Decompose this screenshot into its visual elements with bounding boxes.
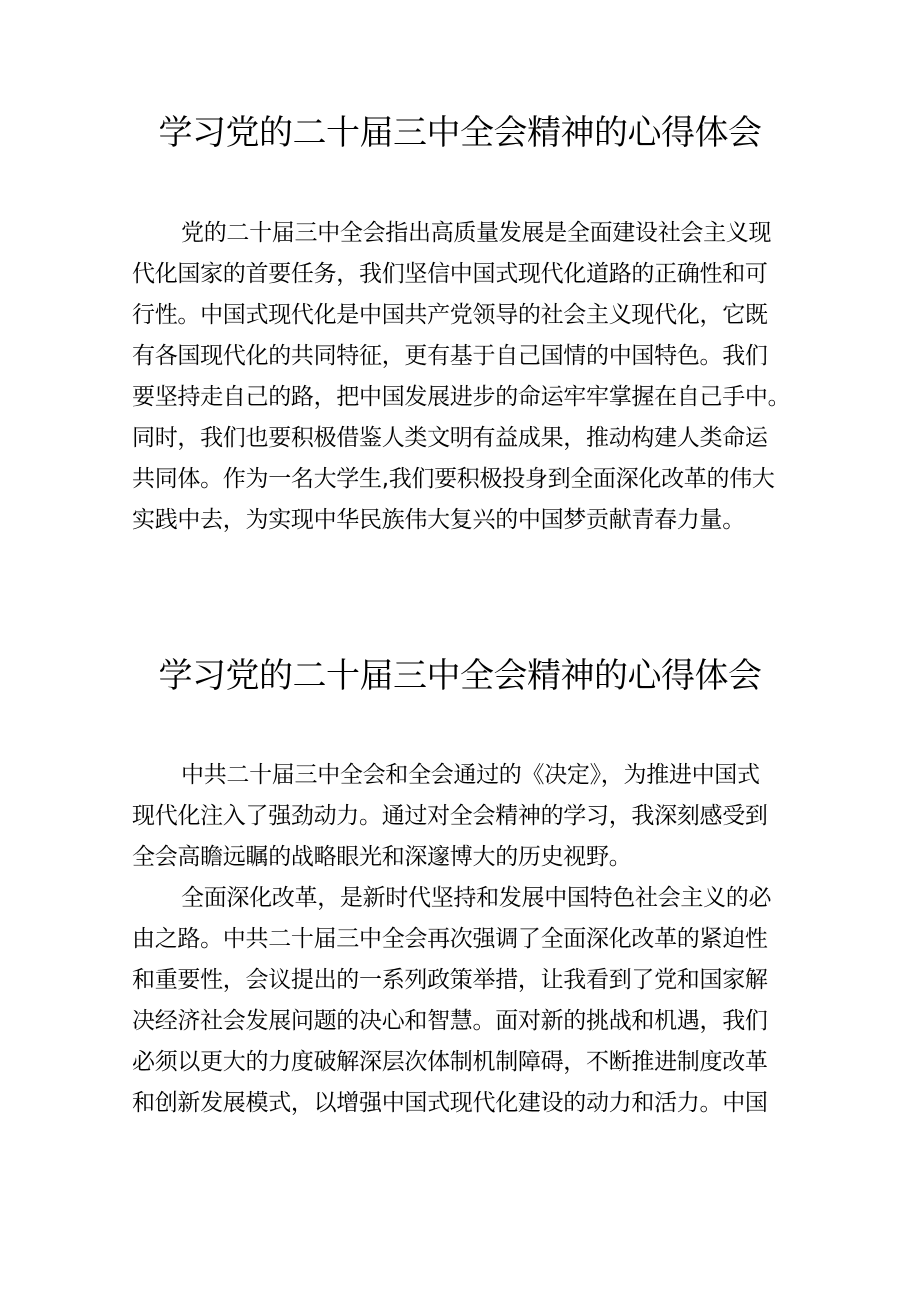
article-2-paragraph-2 bbox=[132, 878, 792, 1124]
text-line: 党的二十届三中全会指出高质量发展是全面建设社会主义现 bbox=[181, 220, 772, 246]
text-line: 要坚持走自己的路，把中国发展进步的命运牢牢掌握在自己手中。 bbox=[132, 384, 791, 410]
article-2-body bbox=[132, 755, 792, 1124]
text-line: 同时，我们也要积极借鉴人类文明有益成果，推动构建人类命运 bbox=[132, 425, 768, 451]
text-line: 和重要性，会议提出的一系列政策举措，让我看到了党和国家解 bbox=[132, 967, 768, 993]
text-line: 代化国家的首要任务，我们坚信中国式现代化道路的正确性和可 bbox=[132, 261, 768, 287]
text-line: 必须以更大的力度破解深层次体制机制障碍，不断推进制度改革 bbox=[132, 1049, 768, 1075]
article-2-title: 学习党的二十届三中全会精神的心得体会 bbox=[158, 656, 762, 696]
text-line: 全会高瞻远瞩的战略眼光和深邃博大的历史视野。 bbox=[132, 844, 632, 870]
text-line: 行性。中国式现代化是中国共产党领导的社会主义现代化，它既 bbox=[132, 302, 768, 328]
article-1-body bbox=[132, 213, 792, 541]
text-line: 有各国现代化的共同特征，更有基于自己国情的中国特色。我们 bbox=[132, 343, 768, 369]
article-1-title: 学习党的二十届三中全会精神的心得体会 bbox=[158, 113, 762, 153]
article-2-paragraph-1 bbox=[132, 755, 792, 878]
text-line: 和创新发展模式，以增强中国式现代化建设的动力和活力。中国 bbox=[132, 1090, 768, 1116]
text-line: 由之路。中共二十届三中全会再次强调了全面深化改革的紧迫性 bbox=[132, 926, 768, 952]
text-line: 实践中去，为实现中华民族伟大复兴的中国梦贡献青春力量。 bbox=[132, 507, 745, 533]
text-line: 全面深化改革，是新时代坚持和发展中国特色社会主义的必 bbox=[181, 885, 772, 911]
text-line: 决经济社会发展问题的决心和智慧。面对新的挑战和机遇，我们 bbox=[132, 1008, 768, 1034]
article-1-paragraph-1 bbox=[132, 213, 792, 541]
text-line: 中共二十届三中全会和全会通过的《决定》，为推进中国式 bbox=[181, 762, 760, 788]
text-line: 共同体。作为一名大学生,我们要积极投身到全面深化改革的伟大 bbox=[132, 466, 775, 492]
text-line: 现代化注入了强劲动力。通过对全会精神的学习，我深刻感受到 bbox=[132, 803, 768, 829]
